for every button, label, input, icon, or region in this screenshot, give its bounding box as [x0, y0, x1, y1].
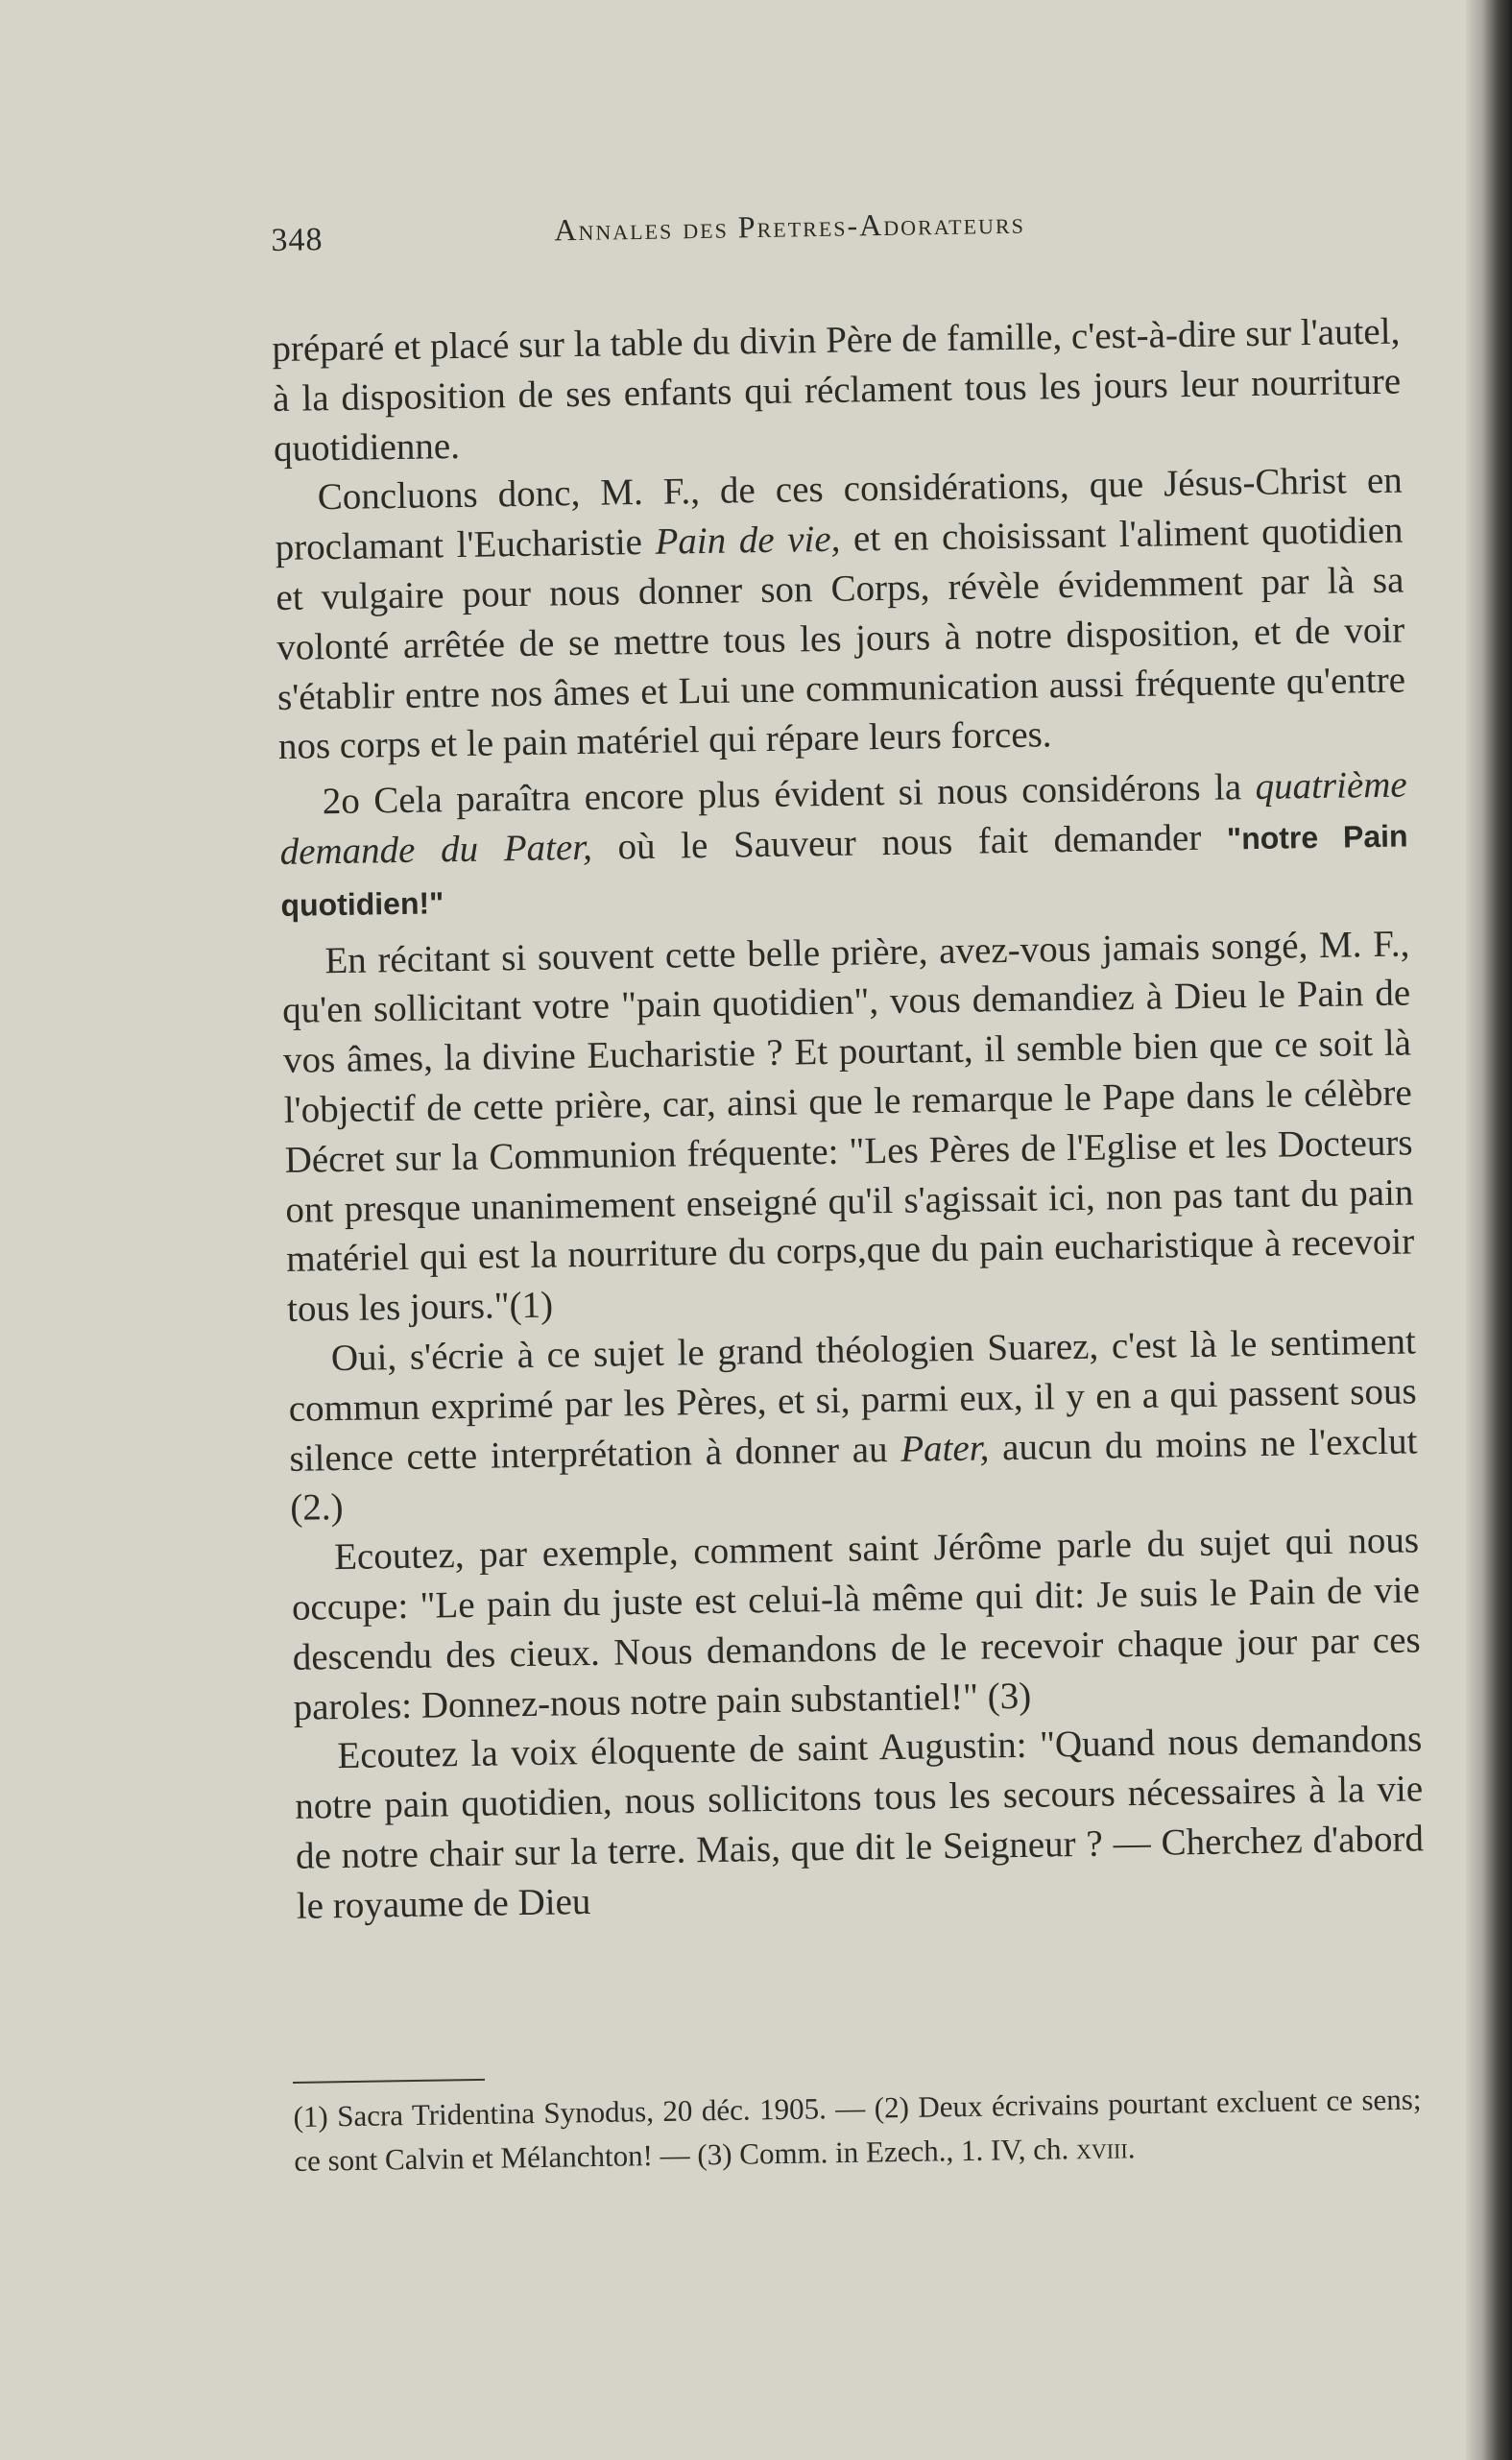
paragraph-7-text: Ecoutez la voix éloquente de saint Augustin: "Quand nous demandons notre pain quotidien, nous sollicitons tous les secours nécessaires à la vie de notre chair sur la terre. Mais, que dit le Seigneur ? — Cherchez d'abord le royaume de Dieu [294, 1718, 1425, 1927]
paragraph-6 [291, 1516, 1422, 1733]
paragraph-2-italic: Pain de vie, [655, 518, 841, 563]
paragraph-3-bold: "notre Pain quotidien!" [280, 818, 1408, 923]
paragraph-3-italic: quatrième demande du Pater, [279, 763, 1408, 873]
page-header [271, 193, 1424, 269]
footnote-text [293, 2078, 1422, 2183]
footnotes [293, 2064, 1423, 2183]
running-title: Annales des Pretres-Adorateurs [554, 205, 1026, 248]
paragraph-2-text-b: et en choisissant l'aliment quotidien et vulgaire pour nous donner son Corps, révèle évidemment par là sa volonté arrêtée de se mettre tous les jours à notre disposition, et de voir s'établir entre nos âmes et Lui une communication aussi fréquente qu'entre nos corps et le pain matériel qui répare leurs forces. [276, 509, 1406, 768]
paragraph-3 [278, 760, 1408, 931]
paragraph-1 [272, 307, 1402, 474]
paragraph-6-text: Ecoutez, par exemple, comment saint Jérôme parle du sujet qui nous occupe: "Le pain du juste est celui-là même qui dit: Je suis le Pain de vie descendu des cieux. Nous demandons de le recevoir chaque jour par ces paroles: Donnez-nous notre pain substantiel!" (3) [291, 1519, 1421, 1728]
paragraph-5-text-a: Oui, s'écrie à ce sujet le grand théologien Suarez, c'est là le sentiment commun exprimé par les Pères, et si, parmi eux, il y en a qui passent sous silence cette interprétation à donner au [288, 1320, 1417, 1480]
paragraph-1-text: préparé et placé sur la table du divin Père de famille, c'est-à-dire sur l'autel, à la disposition de ses enfants qui réclament tous les jours leur nourriture quotidienne. [272, 310, 1402, 470]
paragraph-3-text-b: où le Sauveur nous fait demander [591, 816, 1228, 868]
footnote-text-a: (1) Sacra Tridentina Synodus, 20 déc. 1905. — (2) Deux écrivains pourtant excluent ce sens; ce sont Calvin et Mélanchton! — (3) Comm. in Ezech., 1. IV, ch. [293, 2082, 1422, 2178]
page-edge-shadow [1466, 0, 1512, 2460]
paragraph-4 [281, 919, 1415, 1335]
paragraph-7 [294, 1715, 1425, 1932]
body-text [272, 307, 1425, 1932]
paragraph-5 [288, 1316, 1419, 1533]
paragraph-5-text-b: aucun du moins ne l'exclut (2.) [290, 1419, 1418, 1530]
page-number: 348 [271, 222, 324, 258]
paragraph-3-text-a: 2o Cela paraîtra encore plus évident si nous considérons la [322, 766, 1256, 823]
paragraph-2 [274, 456, 1406, 772]
paragraph-2-text-a: Concluons donc, M. F., de ces considérations, que Jésus-Christ en proclamant l'Eucharistie [275, 459, 1404, 569]
footnote-text-b: . [1127, 2131, 1136, 2165]
footnote-divider [293, 2079, 485, 2084]
footnote-chapter-numeral: xviii [1075, 2131, 1128, 2166]
paragraph-5-italic: Pater, [900, 1426, 990, 1470]
paragraph-4-text: En récitant si souvent cette belle prière, avez-vous jamais songé, M. F., qu'en sollicitant votre "pain quotidien", vous demandiez à Dieu le Pain de vos âmes, la divine Eucharistie ? Et pourtant, il semble bien que ce soit là l'objectif de cette prière, car, ainsi que le remarque le Pape dans le célèbre Décret sur la Communion fréquente: "Les Pères de l'Eglise et les Docteurs ont presque unanimement enseigné qu'il s'agissait ici, non pas tant du pain matériel qui est la nourriture du corps,que du pain eucharistique à recevoir tous les jours."(1) [281, 923, 1415, 1331]
